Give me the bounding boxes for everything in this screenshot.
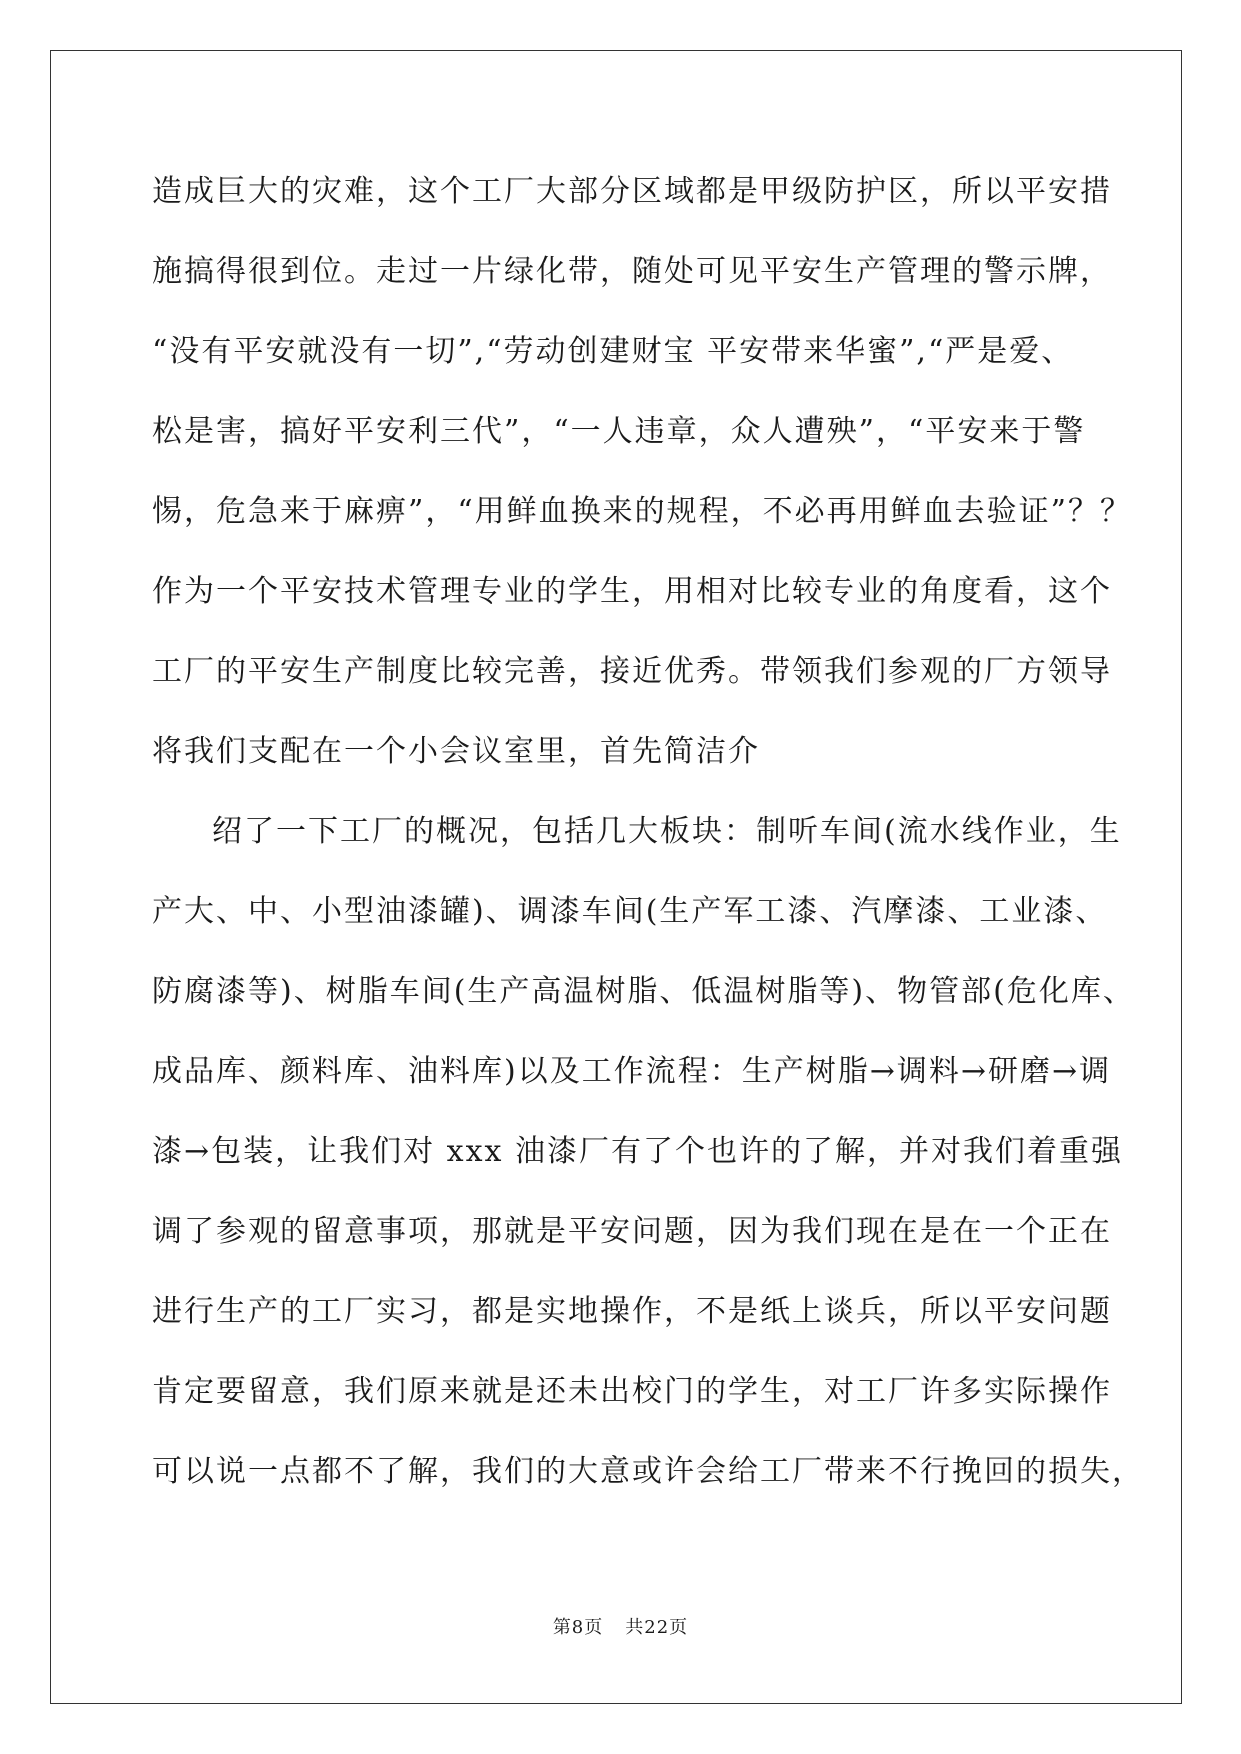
document-body — [152, 164, 1144, 1524]
body-line: 将我们支配在一个小会议室里，首先简洁介 — [152, 734, 760, 769]
body-line: 防腐漆等)、树脂车间(生产高温树脂、低温树脂等)、物管部(危化库、 — [152, 974, 1135, 1009]
body-line: 漆→包装，让我们对 xxx 油漆厂有了个也许的了解，并对我们着重强 — [152, 1134, 1123, 1169]
body-line: 松是害，搞好平安利三代”，“一人违章，众人遭殃”，“平安来于警 — [152, 414, 1086, 449]
body-line: 肯定要留意，我们原来就是还未出校门的学生，对工厂许多实际操作 — [152, 1374, 1112, 1409]
body-line: 产大、中、小型油漆罐)、调漆车间(生产军工漆、汽摩漆、工业漆、 — [152, 894, 1108, 929]
body-line: 成品库、颜料库、油料库)以及工作流程：生产树脂→调料→研磨→调 — [152, 1054, 1112, 1089]
page-number: 第8页 — [552, 1617, 604, 1638]
body-line: 工厂的平安生产制度比较完善，接近优秀。带领我们参观的厂方领导 — [152, 654, 1112, 689]
body-line: 造成巨大的灾难，这个工厂大部分区域都是甲级防护区，所以平安措 — [152, 174, 1112, 209]
paragraph-start-line: 绍了一下工厂的概况，包括几大板块：制听车间(流水线作业，生 — [212, 814, 1122, 849]
page-footer — [0, 1613, 1241, 1639]
body-line: 作为一个平安技术管理专业的学生，用相对比较专业的角度看，这个 — [152, 574, 1112, 609]
body-line: 惕，危急来于麻痹”，“用鲜血换来的规程，不必再用鲜血去验证”？？ — [152, 494, 1133, 529]
body-line: 施搞得很到位。走过一片绿化带，随处可见平安生产管理的警示牌， — [152, 254, 1112, 289]
body-line: “没有平安就没有一切”,“劳动创建财宝 平安带来华蜜”,“严是爱、 — [152, 334, 1074, 369]
page-total: 共22页 — [625, 1617, 689, 1638]
body-line: 调了参观的留意事项，那就是平安问题，因为我们现在是在一个正在 — [152, 1214, 1112, 1249]
body-line: 进行生产的工厂实习，都是实地操作，不是纸上谈兵，所以平安问题 — [152, 1294, 1112, 1329]
body-line: 可以说一点都不了解，我们的大意或许会给工厂带来不行挽回的损失， — [152, 1454, 1144, 1489]
